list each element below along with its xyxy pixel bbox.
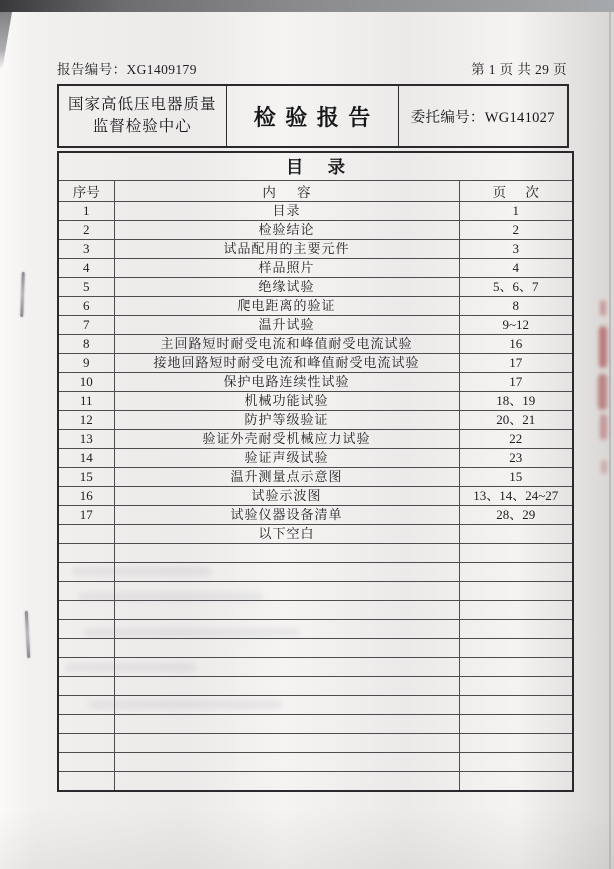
- toc-cell-content: 以下空白: [114, 524, 459, 543]
- toc-cell-no: [58, 676, 114, 695]
- toc-cell-no: [58, 600, 114, 619]
- toc-cell-content: [114, 600, 459, 619]
- bleed-through-artifact: [66, 663, 196, 672]
- toc-row: [58, 315, 573, 334]
- toc-cell-page: 20、21: [459, 410, 573, 429]
- toc-cell-content: [114, 638, 459, 657]
- red-stamp-bleed-artifact: [599, 326, 607, 368]
- toc-cell-content: 试验仪器设备清单: [114, 505, 459, 524]
- bleed-through-artifact: [88, 700, 283, 709]
- toc-row: [58, 277, 573, 296]
- toc-column-header-row: [58, 180, 573, 201]
- toc-empty-row: [58, 714, 573, 733]
- toc-cell-page: [459, 752, 573, 771]
- toc-cell-no: [58, 714, 114, 733]
- column-header-no: 序号: [58, 180, 114, 201]
- toc-row: [58, 410, 573, 429]
- toc-cell-page: [459, 524, 573, 543]
- toc-row: [58, 505, 573, 524]
- toc-cell-no: 4: [58, 258, 114, 277]
- scanner-edge-band: [0, 0, 614, 12]
- toc-row: [58, 429, 573, 448]
- page-indicator: 第 1 页 共 29 页: [471, 62, 567, 77]
- bleed-through-artifact: [78, 592, 263, 601]
- toc-cell-no: 1: [58, 201, 114, 220]
- toc-row: [58, 296, 573, 315]
- toc-cell-content: 机械功能试验: [114, 391, 459, 410]
- toc-cell-page: 28、29: [459, 505, 573, 524]
- toc-empty-row: [58, 733, 573, 752]
- toc-cell-content: 接地回路短时耐受电流和峰值耐受电流试验: [114, 353, 459, 372]
- toc-empty-row: [58, 771, 573, 791]
- organization-name-line2: 监督检验中心: [92, 118, 192, 135]
- toc-cell-no: 15: [58, 467, 114, 486]
- toc-table: [57, 151, 574, 792]
- toc-cell-no: [58, 771, 114, 791]
- report-number: [57, 58, 197, 78]
- toc-row: [58, 391, 573, 410]
- column-header-content: 内 容: [114, 180, 459, 201]
- toc-cell-no: 14: [58, 448, 114, 467]
- toc-cell-content: 试品配用的主要元件: [114, 239, 459, 258]
- red-stamp-bleed-artifact: [600, 300, 606, 316]
- column-header-page: 页 次: [459, 180, 573, 201]
- report-header-row: [58, 85, 568, 147]
- toc-cell-page: 16: [459, 334, 573, 353]
- paper-edge-line: [609, 12, 611, 869]
- toc-cell-content: 验证外壳耐受机械应力试验: [114, 429, 459, 448]
- bleed-through-artifact: [72, 567, 212, 576]
- toc-cell-page: [459, 771, 573, 791]
- toc-cell-page: 13、14、24~27: [459, 486, 573, 505]
- toc-cell-no: [58, 524, 114, 543]
- commission-number: [398, 85, 568, 147]
- toc-cell-page: 2: [459, 220, 573, 239]
- toc-cell-content: 验证声级试验: [114, 448, 459, 467]
- toc-cell-no: 17: [58, 505, 114, 524]
- toc-cell-content: 绝缘试验: [114, 277, 459, 296]
- toc-cell-content: [114, 771, 459, 791]
- toc-cell-content: 保护电路连续性试验: [114, 372, 459, 391]
- toc-row: [58, 486, 573, 505]
- toc-cell-page: 5、6、7: [459, 277, 573, 296]
- toc-cell-no: 9: [58, 353, 114, 372]
- toc-cell-page: [459, 619, 573, 638]
- toc-cell-no: 10: [58, 372, 114, 391]
- toc-empty-row: [58, 543, 573, 562]
- staple: [25, 611, 30, 658]
- toc-cell-page: 9~12: [459, 315, 573, 334]
- toc-empty-row: [58, 752, 573, 771]
- toc-row: [58, 258, 573, 277]
- toc-cell-page: 1: [459, 201, 573, 220]
- toc-cell-page: 15: [459, 467, 573, 486]
- toc-cell-page: 8: [459, 296, 573, 315]
- toc-cell-content: 防护等级验证: [114, 410, 459, 429]
- toc-cell-page: [459, 695, 573, 714]
- toc-cell-content: [114, 752, 459, 771]
- toc-row: [58, 334, 573, 353]
- toc-row: [58, 201, 573, 220]
- toc-cell-content: [114, 676, 459, 695]
- toc-cell-page: [459, 600, 573, 619]
- toc-cell-no: 2: [58, 220, 114, 239]
- toc-row: [58, 467, 573, 486]
- toc-cell-no: 16: [58, 486, 114, 505]
- toc-row: [58, 353, 573, 372]
- toc-cell-content: [114, 733, 459, 752]
- toc-cell-page: 4: [459, 258, 573, 277]
- toc-row: [58, 524, 573, 543]
- toc-cell-page: 17: [459, 372, 573, 391]
- toc-cell-page: [459, 581, 573, 600]
- organization-name-line1: 国家高低压电器质量: [67, 95, 217, 113]
- toc-cell-page: 18、19: [459, 391, 573, 410]
- toc-cell-no: 8: [58, 334, 114, 353]
- toc-row: [58, 220, 573, 239]
- toc-cell-content: [114, 714, 459, 733]
- toc-row: [58, 372, 573, 391]
- toc-title-row: [58, 152, 573, 180]
- toc-cell-no: 3: [58, 239, 114, 258]
- toc-cell-content: [114, 543, 459, 562]
- toc-cell-page: [459, 733, 573, 752]
- report-title: 检 验 报 告: [226, 85, 398, 147]
- toc-cell-no: [58, 733, 114, 752]
- commission-number-label: 委托编号：: [410, 109, 485, 126]
- toc-empty-row: [58, 676, 573, 695]
- toc-cell-content: 试验示波图: [114, 486, 459, 505]
- commission-number-value: WG141027: [484, 109, 555, 126]
- toc-cell-content: 温升试验: [114, 315, 459, 334]
- toc-cell-no: 7: [58, 315, 114, 334]
- organization-name: [58, 85, 226, 147]
- toc-cell-page: 17: [459, 353, 573, 372]
- red-stamp-bleed-artifact: [598, 374, 607, 410]
- toc-empty-row: [58, 600, 573, 619]
- toc-cell-page: 23: [459, 448, 573, 467]
- toc-cell-page: 22: [459, 429, 573, 448]
- toc-cell-no: [58, 543, 114, 562]
- toc-cell-no: 11: [58, 391, 114, 410]
- toc-cell-page: [459, 562, 573, 581]
- toc-cell-content: 温升测量点示意图: [114, 467, 459, 486]
- toc-cell-page: 3: [459, 239, 573, 258]
- toc-cell-page: [459, 543, 573, 562]
- bleed-through-artifact: [84, 628, 299, 637]
- toc-cell-content: 目录: [114, 201, 459, 220]
- toc-cell-no: 6: [58, 296, 114, 315]
- toc-cell-page: [459, 676, 573, 695]
- report-number-label: 报告编号：: [57, 62, 127, 77]
- toc-cell-no: 12: [58, 410, 114, 429]
- toc-cell-page: [459, 638, 573, 657]
- red-stamp-bleed-artifact: [601, 460, 607, 474]
- toc-cell-no: 13: [58, 429, 114, 448]
- report-number-value: XG1409179: [126, 62, 197, 77]
- toc-cell-no: [58, 752, 114, 771]
- staple: [20, 272, 25, 317]
- toc-row: [58, 448, 573, 467]
- toc-cell-page: [459, 714, 573, 733]
- report-header-table: [57, 84, 569, 148]
- toc-cell-content: 爬电距离的验证: [114, 296, 459, 315]
- red-stamp-bleed-artifact: [600, 414, 607, 440]
- toc-cell-content: 样品照片: [114, 258, 459, 277]
- toc-title: 目 录: [58, 152, 573, 180]
- toc-cell-no: 5: [58, 277, 114, 296]
- toc-cell-content: 检验结论: [114, 220, 459, 239]
- meta-row: [57, 58, 567, 78]
- toc-cell-page: [459, 657, 573, 676]
- toc-cell-no: [58, 638, 114, 657]
- toc-row: [58, 239, 573, 258]
- toc-empty-row: [58, 638, 573, 657]
- toc-cell-content: 主回路短时耐受电流和峰值耐受电流试验: [114, 334, 459, 353]
